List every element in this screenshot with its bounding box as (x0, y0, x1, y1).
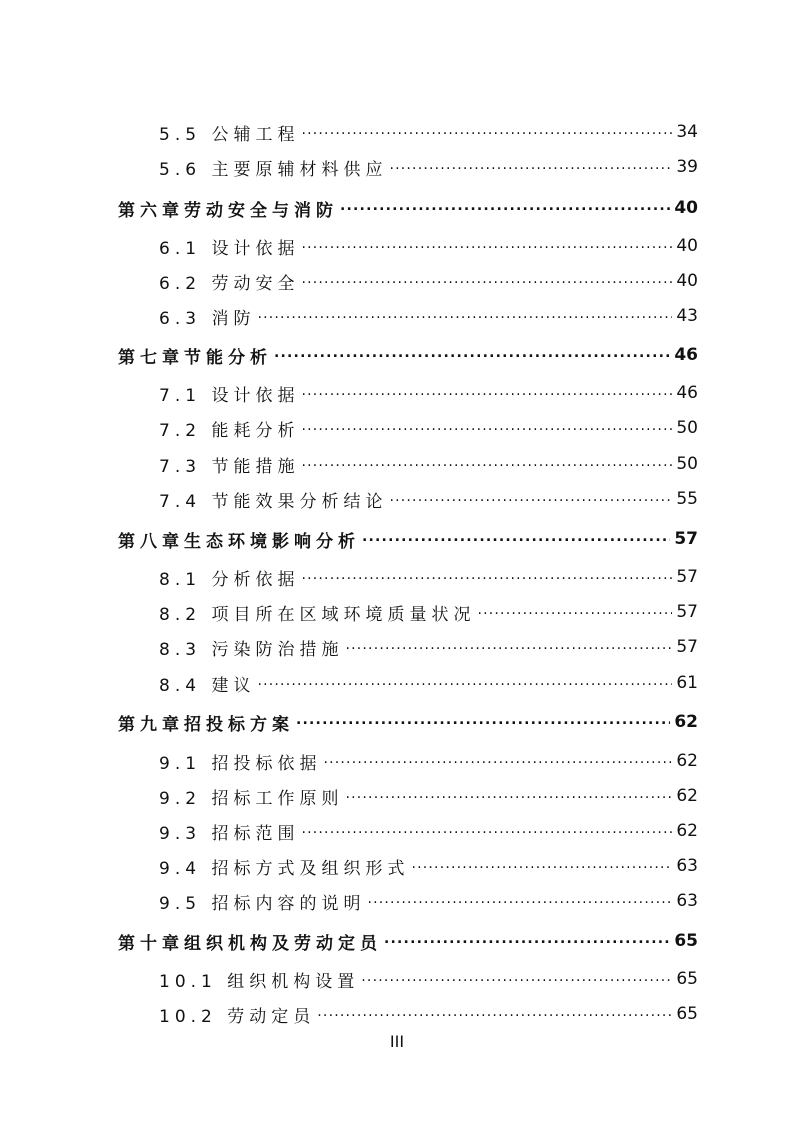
toc-entry-page: 40 (674, 198, 698, 218)
toc-entry-page: 43 (676, 306, 698, 326)
dot-leader (340, 193, 670, 219)
toc-entry-page: 65 (676, 969, 698, 989)
toc-entry-page: 57 (676, 637, 698, 657)
toc-chapter-entry[interactable] (118, 195, 698, 221)
toc-entry-title: 7.2 能耗分析 (159, 420, 300, 441)
toc-entry[interactable] (159, 380, 698, 406)
toc-entry-title: 9.5 招标内容的说明 (159, 893, 366, 914)
toc-entry-page: 46 (674, 345, 698, 365)
dot-leader (384, 926, 670, 952)
toc-entry-page: 40 (676, 236, 698, 256)
toc-entry-page: 62 (676, 751, 698, 771)
dot-leader (389, 484, 672, 510)
toc-entry[interactable] (159, 818, 698, 844)
toc-entry-page: 39 (676, 157, 698, 177)
toc-entry-title: 第七章节能分析 (118, 347, 272, 368)
dot-leader (301, 231, 672, 257)
toc-entry-title: 第八章生态环境影响分析 (118, 531, 360, 552)
dot-leader (317, 999, 672, 1025)
toc-entry-title: 9.4 招标方式及组织形式 (159, 858, 410, 879)
toc-entry-title: 5.6 主要原辅材料供应 (159, 159, 388, 180)
toc-entry-page: 40 (676, 271, 698, 291)
dot-leader (367, 886, 672, 912)
dot-leader (274, 340, 670, 366)
toc-entry-title: 7.3 节能措施 (159, 456, 300, 477)
dot-leader (411, 851, 672, 877)
toc-entry[interactable] (159, 303, 698, 329)
dot-leader (362, 524, 670, 550)
toc-entry-page: 63 (676, 891, 698, 911)
dot-leader (301, 378, 672, 404)
toc-entry-page: 65 (674, 931, 698, 951)
dot-leader (323, 746, 672, 772)
toc-entry-page: 57 (676, 602, 698, 622)
toc-entry-title: 6.2 劳动安全 (159, 273, 300, 294)
toc-entry-title: 第十章组织机构及劳动定员 (118, 933, 382, 954)
dot-leader (301, 266, 672, 292)
toc-entry[interactable] (159, 748, 698, 774)
toc-entry-page: 62 (674, 712, 698, 732)
toc-entry[interactable] (159, 1001, 698, 1027)
dot-leader (345, 781, 672, 807)
toc-entry[interactable] (159, 966, 698, 992)
toc-entry-page: 50 (676, 418, 698, 438)
toc-entry-page: 62 (676, 786, 698, 806)
toc-entry[interactable] (159, 783, 698, 809)
toc-entry-page: 46 (676, 383, 698, 403)
dot-leader (361, 964, 672, 990)
toc-entry[interactable] (159, 634, 698, 660)
toc-entry-title: 5.5 公辅工程 (159, 124, 300, 145)
toc-entry-page: 55 (676, 489, 698, 509)
toc-entry-page: 62 (676, 821, 698, 841)
toc-entry[interactable] (159, 154, 698, 180)
toc-entry-page: 34 (676, 122, 698, 142)
toc-entry-title: 8.4 建议 (159, 675, 256, 696)
toc-entry-title: 9.3 招标范围 (159, 823, 300, 844)
toc-entry[interactable] (159, 564, 698, 590)
dot-leader (301, 562, 672, 588)
toc-entry-title: 8.1 分析依据 (159, 569, 300, 590)
toc-entry-title: 8.3 污染防治措施 (159, 639, 344, 660)
toc-entry[interactable] (159, 451, 698, 477)
dot-leader (301, 449, 672, 475)
dot-leader (301, 816, 672, 842)
toc-entry[interactable] (159, 486, 698, 512)
dot-leader (296, 707, 670, 733)
dot-leader (345, 632, 672, 658)
toc-entry-page: 65 (676, 1004, 698, 1024)
dot-leader (477, 597, 672, 623)
toc-entry-title: 7.4 节能效果分析结论 (159, 491, 388, 512)
toc-entry[interactable] (159, 268, 698, 294)
toc-entry[interactable] (159, 233, 698, 259)
dot-leader (389, 152, 672, 178)
toc-entry[interactable] (159, 415, 698, 441)
toc-entry-title: 9.2 招标工作原则 (159, 788, 344, 809)
toc-entry-title: 第九章招投标方案 (118, 714, 294, 735)
toc-entry-title: 9.1 招投标依据 (159, 753, 322, 774)
toc-entry-title: 10.2 劳动定员 (159, 1006, 316, 1027)
toc-chapter-entry[interactable] (118, 709, 698, 735)
toc-chapter-entry[interactable] (118, 928, 698, 954)
toc-entry-page: 50 (676, 454, 698, 474)
toc-entry-page: 63 (676, 856, 698, 876)
toc-entry-title: 6.1 设计依据 (159, 238, 300, 259)
toc-entry-page: 57 (674, 529, 698, 549)
toc-entry[interactable] (159, 119, 698, 145)
toc-entry[interactable] (159, 888, 698, 914)
toc-entry[interactable] (159, 599, 698, 625)
page-number: III (389, 1032, 405, 1051)
toc-entry-page: 57 (676, 567, 698, 587)
dot-leader (257, 301, 672, 327)
dot-leader (301, 117, 672, 143)
toc-entry-title: 7.1 设计依据 (159, 385, 300, 406)
dot-leader (301, 413, 672, 439)
toc-chapter-entry[interactable] (118, 342, 698, 368)
toc-entry[interactable] (159, 670, 698, 696)
toc-entry-title: 8.2 项目所在区域环境质量状况 (159, 604, 476, 625)
toc-entry-title: 6.3 消防 (159, 308, 256, 329)
toc-entry-title: 10.1 组织机构设置 (159, 971, 360, 992)
toc-entry[interactable] (159, 853, 698, 879)
dot-leader (257, 668, 672, 694)
toc-chapter-entry[interactable] (118, 526, 698, 552)
toc-entry-page: 61 (676, 673, 698, 693)
toc-entry-title: 第六章劳动安全与消防 (118, 200, 338, 221)
